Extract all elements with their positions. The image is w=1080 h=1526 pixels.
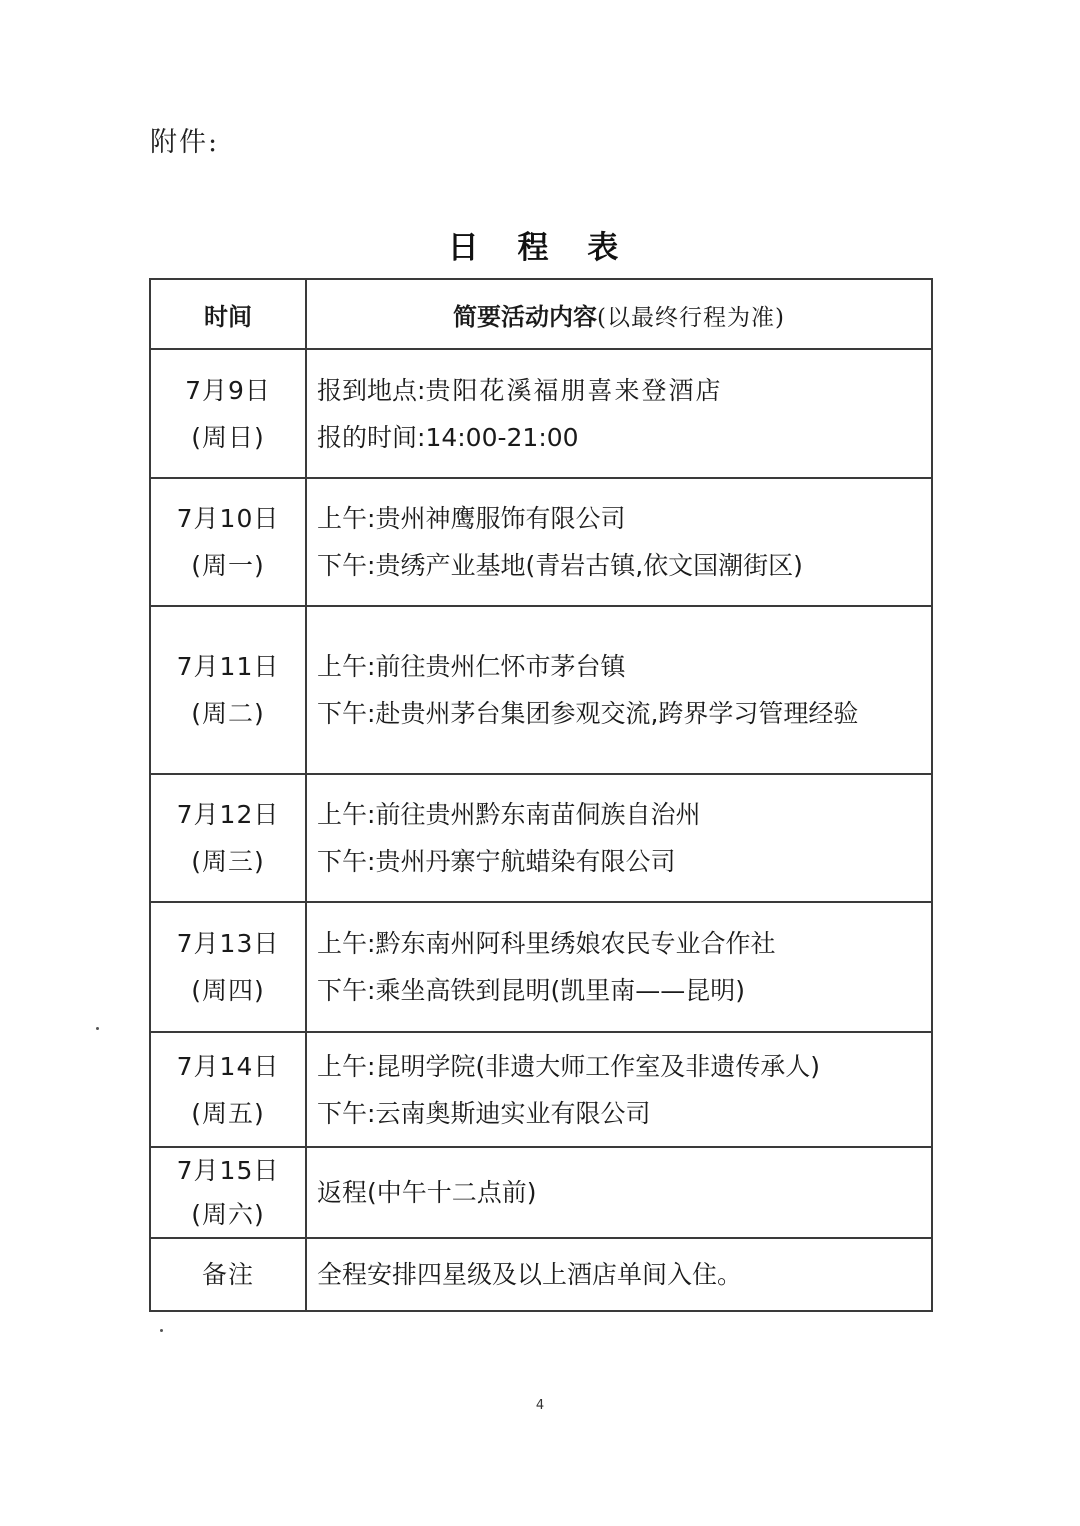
- activity-value: 前往贵州黔东南苗侗族自治州: [375, 800, 701, 829]
- activity-line: [317, 495, 931, 542]
- remark-value: 全程安排四星级及以上酒店单间入住。: [306, 1238, 932, 1311]
- activity-cell: [306, 1032, 932, 1147]
- activity-value: 贵绣产业基地(青岩古镇,依文国潮街区): [375, 551, 803, 580]
- date-cell: [150, 902, 306, 1032]
- activity-line: [317, 1090, 931, 1137]
- weekday: (周五): [191, 1098, 265, 1128]
- activity-line: [317, 690, 931, 737]
- table-row: [150, 1147, 932, 1238]
- activity-value: 赴贵州茅台集团参观交流,跨界学习管理经验: [375, 699, 859, 728]
- schedule-table: [149, 278, 933, 1312]
- activity-label: 下午:: [317, 551, 376, 580]
- activity-value: 昆明学院(非遗大师工作室及非遗传承人): [375, 1051, 820, 1081]
- activity-cell: [306, 902, 932, 1032]
- table-row: [150, 902, 932, 1032]
- activity-line: [317, 542, 931, 589]
- activity-label: 上午:: [317, 652, 376, 681]
- activity-value: 乘坐高铁到昆明(凯里南——昆明): [375, 976, 745, 1005]
- weekday: (周六): [191, 1199, 265, 1229]
- activity-value: 云南奥斯迪实业有限公司: [375, 1098, 651, 1128]
- date: 7月15日: [176, 1155, 280, 1185]
- header-content-note: (以最终行程为准): [597, 304, 785, 331]
- activity-line: [317, 1043, 931, 1090]
- date: 7月10日: [176, 504, 280, 533]
- attachment-label: 附件:: [150, 127, 220, 158]
- activity-label: 报的时间:: [317, 422, 426, 452]
- scan-speck: [96, 1027, 99, 1030]
- header-time: 时间: [150, 279, 306, 349]
- activity-line: [317, 791, 931, 838]
- activity-label: 下午:: [317, 976, 376, 1005]
- date-cell: [150, 478, 306, 606]
- activity-label: 下午:: [317, 699, 376, 728]
- activity-value: 黔东南州阿科里绣娘农民专业合作社: [375, 929, 776, 958]
- date-cell: [150, 774, 306, 902]
- table-row: [150, 349, 932, 478]
- date-cell: [150, 1032, 306, 1147]
- activity-value: 贵阳花溪福朋喜来登酒店: [425, 375, 723, 405]
- page-title: 日 程 表: [447, 230, 633, 266]
- activity-line: [317, 838, 931, 885]
- weekday: (周日): [191, 422, 265, 452]
- activity-cell: [306, 349, 932, 478]
- activity-label: 下午:: [317, 847, 376, 876]
- weekday: (周一): [191, 551, 265, 580]
- header-content-label: 简要活动内容: [453, 302, 598, 331]
- date: 7月14日: [176, 1051, 280, 1081]
- date-cell: [150, 606, 306, 774]
- activity-line: [317, 967, 931, 1014]
- scan-speck: [160, 1329, 163, 1332]
- weekday: (周二): [191, 699, 265, 728]
- date-cell: [150, 1147, 306, 1238]
- date: 7月11日: [176, 652, 280, 681]
- activity-label: 上午:: [317, 504, 376, 533]
- activity-line: [317, 414, 931, 461]
- table-row: [150, 606, 932, 774]
- activity-value: 前往贵州仁怀市茅台镇: [375, 652, 626, 681]
- date-cell: [150, 349, 306, 478]
- header-content: [306, 279, 932, 349]
- activity-label: 报到地点:: [317, 375, 426, 405]
- activity-cell: [306, 774, 932, 902]
- activity-label: 上午:: [317, 1051, 376, 1081]
- table-row: [150, 774, 932, 902]
- date: 7月9日: [185, 375, 271, 405]
- activity-cell: [306, 478, 932, 606]
- activity-value: 贵州丹寨宁航蜡染有限公司: [375, 847, 676, 876]
- table-row: [150, 478, 932, 606]
- weekday: (周三): [191, 847, 265, 876]
- page-number: 4: [535, 1398, 545, 1413]
- date: 7月13日: [176, 929, 280, 958]
- date: 7月12日: [176, 800, 280, 829]
- activity-value: 返程(中午十二点前): [317, 1178, 537, 1207]
- activity-line: [317, 643, 931, 690]
- activity-value: 贵州神鹰服饰有限公司: [375, 504, 626, 533]
- table-row: [150, 1032, 932, 1147]
- activity-label: 上午:: [317, 800, 376, 829]
- activity-line: [317, 920, 931, 967]
- activity-value: 14:00-21:00: [425, 422, 579, 452]
- table-header-row: [150, 279, 932, 349]
- activity-label: 上午:: [317, 929, 376, 958]
- weekday: (周四): [191, 976, 265, 1005]
- activity-line: [317, 367, 931, 414]
- activity-cell: [306, 606, 932, 774]
- activity-label: 下午:: [317, 1098, 376, 1128]
- activity-line: [317, 1169, 931, 1216]
- remark-row: [150, 1238, 932, 1311]
- activity-cell: [306, 1147, 932, 1238]
- remark-label: 备注: [150, 1238, 306, 1311]
